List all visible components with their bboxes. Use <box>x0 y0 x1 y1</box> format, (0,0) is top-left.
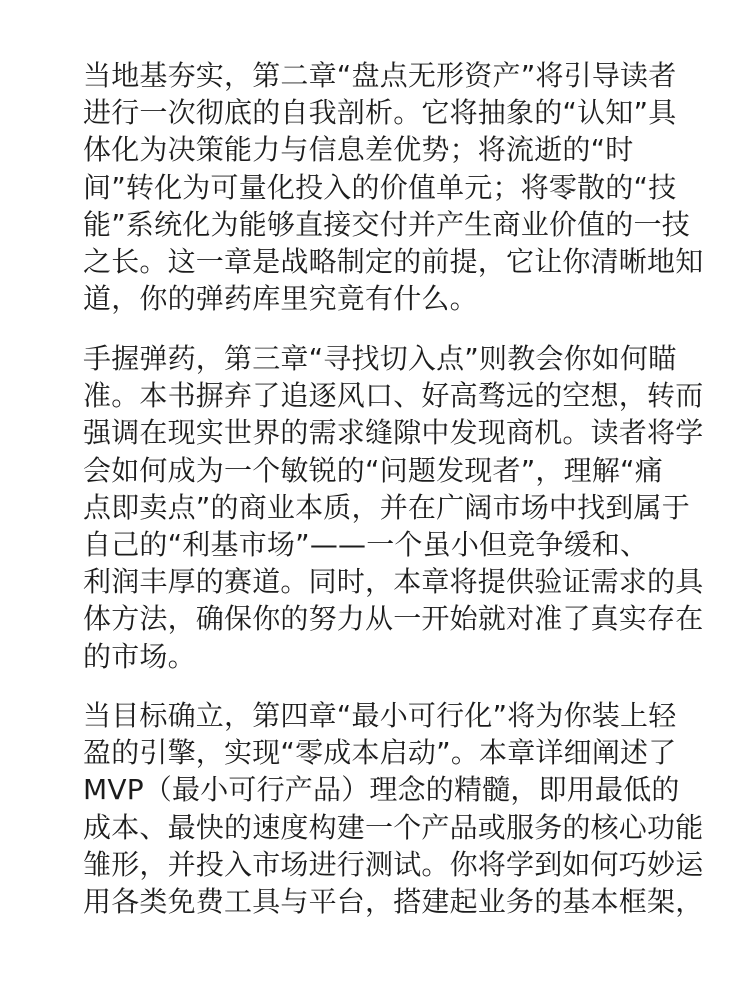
text-line: 体化为决策能力与信息差优势；将流逝的“时 <box>83 133 634 167</box>
text-line: 进行一次彻底的自我剖析。它将抽象的“认知”具 <box>83 96 677 130</box>
text-line: 的市场。 <box>83 639 196 673</box>
paragraph-chapter-three <box>83 340 704 675</box>
text-line: 能”系统化为能够直接交付并产生商业价值的一技 <box>83 207 690 241</box>
text-line: 盈的引擎，实现“零成本启动”。本章详细阐述了 <box>83 736 677 770</box>
text-line: 雏形，并投入市场进行测试。你将学到如何巧妙运 <box>83 847 704 881</box>
text-line: 之长。这一章是战略制定的前提，它让你清晰地知 <box>83 244 704 278</box>
text-line: 道，你的弹药库里究竟有什么。 <box>83 282 478 316</box>
paragraph-chapter-two <box>83 57 704 317</box>
text-line: 会如何成为一个敏锐的“问题发现者”，理解“痛 <box>83 453 663 487</box>
text-line: 体方法，确保你的努力从一开始就对准了真实存在 <box>83 602 704 636</box>
text-line: 当目标确立，第四章“最小可行化”将为你装上轻 <box>83 699 677 732</box>
text-line: 用各类免费工具与平台，搭建起业务的基本框架， <box>83 884 704 918</box>
text-line: MVP（最小可行产品）理念的精髓，即用最低的 <box>83 773 680 807</box>
text-line: 自己的“利基市场”——一个虽小但竞争缓和、 <box>83 527 649 561</box>
text-line: 手握弹药，第三章“寻找切入点”则教会你如何瞄 <box>83 342 677 375</box>
text-line: 点即卖点”的商业本质，并在广阔市场中找到属于 <box>83 490 690 524</box>
paragraph-chapter-four <box>83 697 704 920</box>
text-line: 当地基夯实，第二章“盘点无形资产”将引导读者 <box>83 59 677 92</box>
text-line: 准。本书摒弃了追逐风口、好高骛远的空想，转而 <box>83 379 704 413</box>
text-line: 间”转化为可量化投入的价值单元；将零散的“技 <box>83 170 677 204</box>
text-line: 强调在现实世界的需求缝隙中发现商机。读者将学 <box>83 416 704 450</box>
text-line: 利润丰厚的赛道。同时，本章将提供验证需求的具 <box>83 565 704 599</box>
text-line: 成本、最快的速度构建一个产品或服务的核心功能 <box>83 810 704 844</box>
